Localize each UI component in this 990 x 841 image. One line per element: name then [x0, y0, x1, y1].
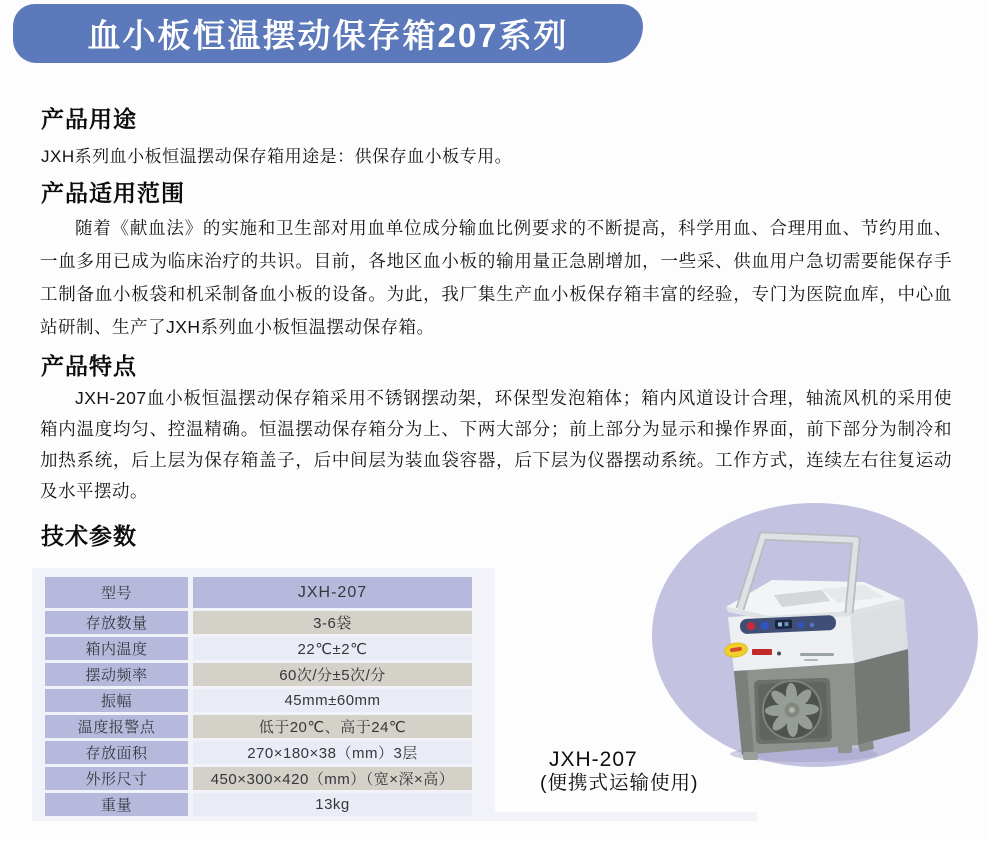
spec-label-weight: 重量 [45, 793, 188, 816]
temperature-display [775, 619, 792, 629]
spec-label-model: 型号 [45, 577, 188, 608]
caption-note: (便携式运输使用) [540, 772, 699, 794]
usage-text: JXH系列血小板恒温摆动保存箱用途是：供保存血小板专用。 [41, 147, 513, 166]
spec-label-dimensions: 外形尺寸 [45, 767, 188, 790]
keyhole-dot [777, 652, 781, 656]
spec-value-model: JXH-207 [193, 577, 472, 608]
spec-value-capacity: 3-6袋 [193, 611, 472, 634]
title-banner [13, 4, 643, 63]
fan-icon [754, 678, 832, 745]
spec-table [45, 577, 472, 816]
section-heading-usage: 产品用途 [41, 106, 137, 132]
model-print-line2 [804, 659, 818, 661]
section-heading-specs: 技术参数 [41, 523, 137, 549]
brand-logo-red [752, 649, 772, 655]
section-heading-scope: 产品适用范围 [41, 180, 185, 206]
caption-model: JXH-207 [549, 748, 638, 771]
spec-value-storage-area: 270×180×38（mm）3层 [193, 741, 472, 764]
spec-label-temperature: 箱内温度 [45, 637, 188, 660]
spec-label-amplitude: 振幅 [45, 689, 188, 712]
model-print-line1 [800, 653, 834, 656]
photo-caption [540, 748, 699, 795]
spec-label-capacity: 存放数量 [45, 611, 188, 634]
spec-value-frequency: 60次/分±5次/分 [193, 663, 472, 686]
spec-label-frequency: 摆动频率 [45, 663, 188, 686]
spec-value-weight: 13kg [193, 793, 472, 816]
spec-value-dimensions: 450×300×420（mm）（宽×深×高） [193, 767, 472, 790]
spec-label-storage-area: 存放面积 [45, 741, 188, 764]
product-photo [652, 503, 978, 767]
features-text: JXH-207血小板恒温摆动保存箱采用不锈钢摆动架，环保型发泡箱体；箱内风道设计合理，轴流风机的采用使箱内温度均匀、控温精确。恒温摆动保存箱分为上、下两大部分；前上部分为显示和操作界面，前下部分为制冷和加热系统，后上层为保存箱盖子，后中间层为装血袋容器，后下层为仪器摆动系统。工作方式，连续左右往复运动及水平摆动。 [40, 388, 952, 501]
page-title: 血小板恒温摆动保存箱207系列 [87, 17, 569, 54]
section-heading-features: 产品特点 [41, 353, 137, 379]
spec-value-amplitude: 45mm±60mm [193, 689, 472, 712]
spec-label-alarm: 温度报警点 [45, 715, 188, 738]
spec-value-alarm: 低于20℃、高于24℃ [193, 715, 472, 738]
spec-value-temperature: 22℃±2℃ [193, 637, 472, 660]
product-photo-illustration [652, 503, 978, 767]
scope-text: 随着《献血法》的实施和卫生部对用血单位成分输血比例要求的不断提高，科学用血、合理用血、节约用血、一血多用已成为临床治疗的共识。目前，各地区血小板的输用量正急剧增加，一些采、供血用户急切需要能保存手工制备血小板袋和机采制备血小板的设备。为此，我厂集生产血小板保存箱丰富的经验，专门为医院血库，中心血站研制、生产了JXH系列血小板恒温摆动保存箱。 [40, 218, 952, 337]
